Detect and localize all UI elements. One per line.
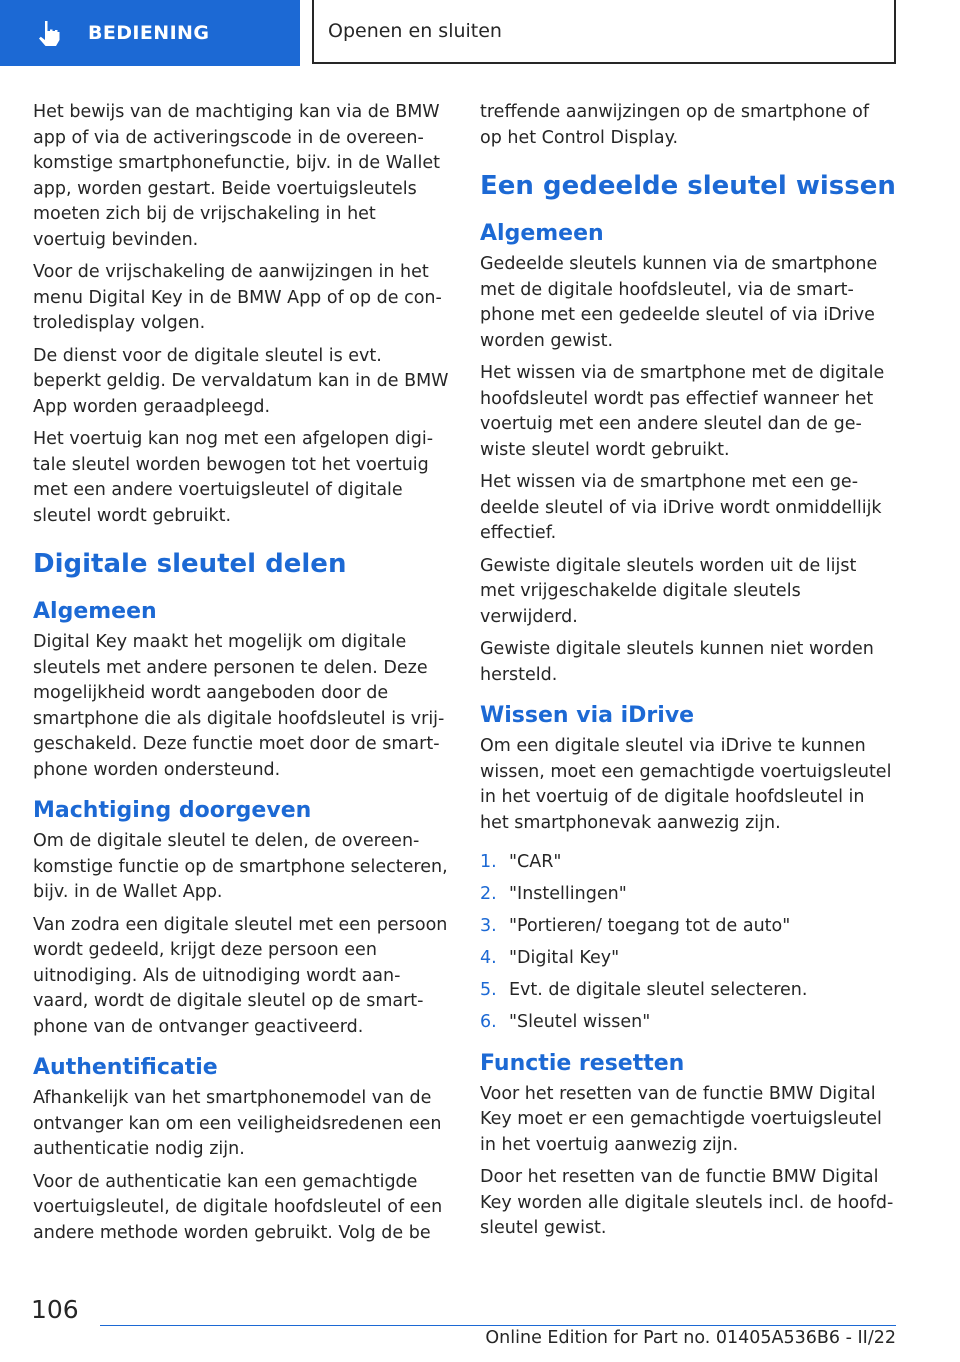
section-label: BEDIENING [88,22,210,44]
paragraph: Gedeelde sleutels kunnen via de smartphone met de digitale hoofdsleutel, via de smartphone met een gedeelde sleutel of via iDrive worden gewist. [480,254,878,351]
step-text: "CAR" [509,852,562,872]
paragraph: Het voertuig kan nog met een afgelopen digitale sleutel worden bewogen tot het voertuig met een andere voertuigsleutel of digitale sleutel wordt gebruikt. [33,429,434,526]
step-text: Evt. de digitale sleutel selecteren. [509,980,808,1000]
step-text: "Portieren/ toegang tot de auto" [509,916,791,936]
heading-delete-shared-key: Een gedeelde sleutel wissen [480,171,896,201]
paragraph: Afhankelijk van het smartphonemodel van de ontvanger kan om een veiligheidsredenen een authenticatie nodig zijn. [33,1088,442,1159]
subheading-authentication: Authentificatie [33,1055,218,1080]
paragraph: Het wissen via de smartphone met de digitale hoofdsleutel wordt pas effectief wanneer het voertuig met een andere sleutel dan de gewiste sleutel wordt gebruikt. [480,363,885,460]
step-number: 3. [480,916,497,936]
step-text: "Digital Key" [509,948,620,968]
step-number: 2. [480,884,497,904]
paragraph: Gewiste digitale sleutels kunnen niet worden hersteld. [480,639,874,685]
left-column [33,100,449,1253]
step-number: 6. [480,1012,497,1032]
paragraph: Van zodra een digitale sleutel met een persoon wordt gedeeld, krijgt deze persoon een uitnodiging. Als de uitnodiging wordt aanvaard, wordt de digitale sleutel op de smartphone van de ontvanger geactiveerd. [33,914,448,1037]
step-text: "Instellingen" [509,884,627,904]
paragraph: Het bewijs van de machtiging kan via de BMW app of via de activeringscode in de overeenkomstige smartphonefunctie, bijv. in de Wallet app, worden gestart. Beide voertuigsleutels moeten zich bij de vrijschakeling in het voertuig bevinden. [33,102,441,250]
right-column [480,100,896,1249]
section-tab [0,0,300,66]
paragraph: Door het resetten van de functie BMW Digital Key worden alle digitale sleutels incl. de hoofdsleutel gewist. [480,1167,894,1238]
subheading-delete-via-idrive: Wissen via iDrive [480,703,695,728]
heading-share-key: Digitale sleutel delen [33,549,347,579]
topic-box [312,0,896,64]
step-item [480,850,896,876]
paragraph: Voor het resetten van de functie BMW Digital Key moet er een gemachtigde voertuigsleutel in het voertuig aanwezig zijn. [480,1083,882,1155]
hand-pointer-icon [34,17,66,49]
paragraph: Voor de vrijschakeling de aanwijzingen in het menu Digital Key in de BMW App of op de controledisplay volgen. [33,262,442,333]
footer-edition: Online Edition for Part no. 01405A536B6 - II/22 [485,1328,896,1348]
step-text: "Sleutel wissen" [509,1012,651,1032]
step-item [480,1010,896,1036]
subheading-reset-function: Functie resetten [480,1050,685,1076]
paragraph: De dienst voor de digitale sleutel is evt. beperkt geldig. De vervaldatum kan in de BMW App worden geraadpleegd. [33,345,449,417]
step-item [480,914,896,940]
paragraph: Voor de authenticatie kan een gemachtigde voertuigsleutel, de digitale hoofdsleutel of een andere methode worden gebruikt. Volg de be [33,1171,443,1243]
subheading-general: Algemeen [33,599,157,624]
step-item [480,946,896,972]
idrive-steps-list [480,850,896,1036]
step-item [480,978,896,1004]
paragraph: treffende aanwijzingen op de smartphone of op het Control Display. [480,102,869,148]
paragraph: Gewiste digitale sleutels worden uit de lijst met vrijgeschakelde digitale sleutels verwijderd. [480,555,857,627]
footer-divider [100,1325,896,1326]
topic-label: Openen en sluiten [328,20,502,42]
step-number: 1. [480,852,497,872]
paragraph: Om een digitale sleutel via iDrive te kunnen wissen, moet een gemachtigde voertuigsleutel in het voertuig of de digitale hoofdsleutel in het smartphonevak aanwezig zijn. [480,736,892,833]
step-item [480,882,896,908]
paragraph: Om de digitale sleutel te delen, de overeenkomstige functie op de smartphone selecteren, bijv. in de Wallet App. [33,831,448,902]
page-number: 106 [31,1295,79,1324]
subheading-general: Algemeen [480,221,604,246]
paragraph: Het wissen via de smartphone met een gedeelde sleutel of via iDrive wordt onmiddellijk effectief. [480,472,882,543]
paragraph: Digital Key maakt het mogelijk om digitale sleutels met andere personen te delen. Deze mogelijkheid wordt aangeboden door de smartphone die als digitale hoofdsleutel is vrijgeschakeld. Deze functie moet door de smartphone worden ondersteund. [33,632,445,780]
subheading-authorize: Machtiging doorgeven [33,798,312,823]
step-number: 5. [480,980,497,1000]
step-number: 4. [480,948,497,968]
page-header [0,0,898,66]
